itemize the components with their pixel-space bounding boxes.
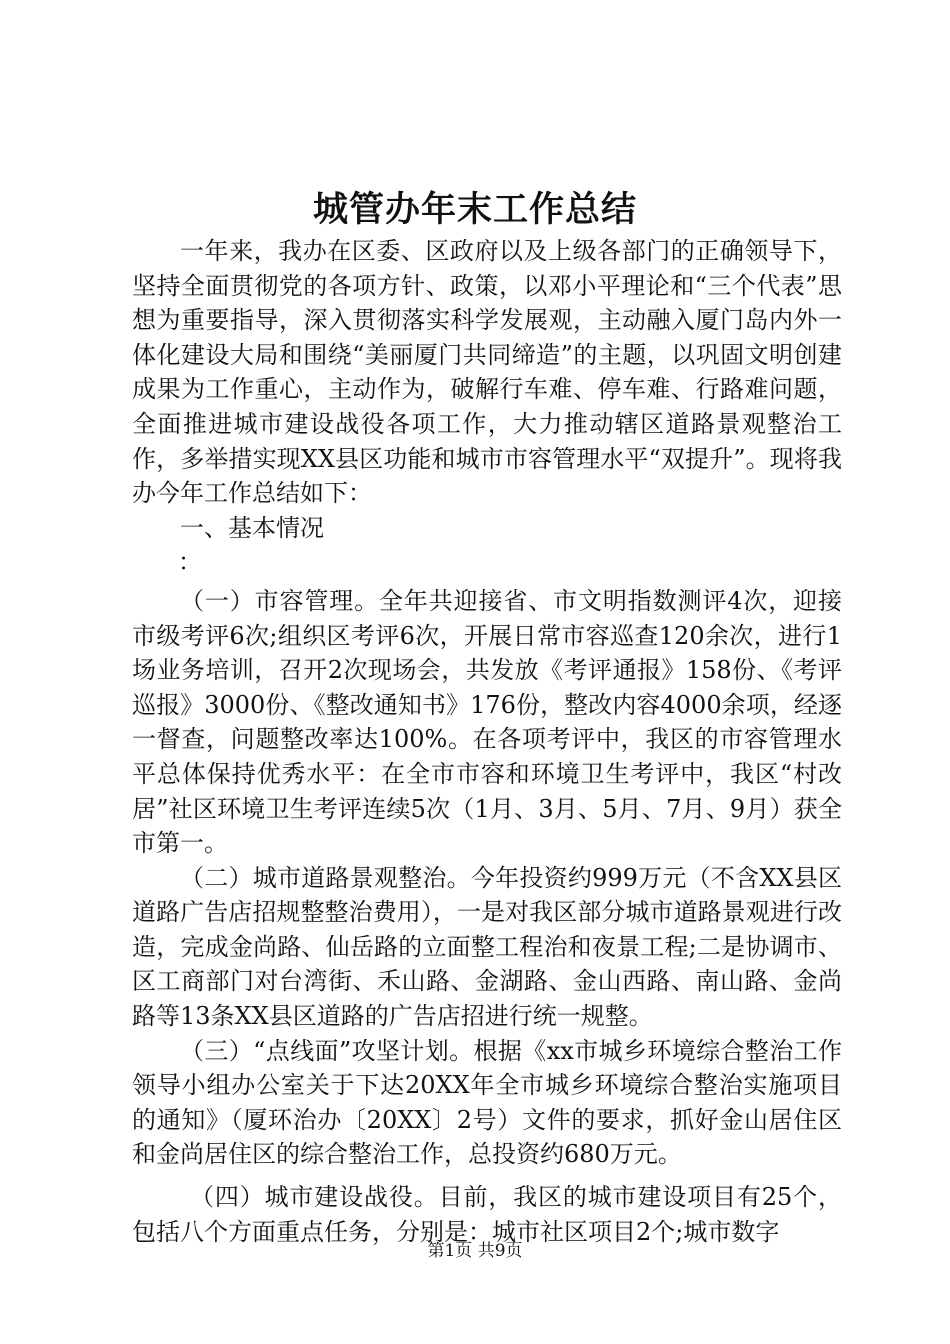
- section-paragraph-2: （二）城市道路景观整治。今年投资约999万元（不含XX县区道路广告店招规整整治费用），一是对我区部分城市道路景观进行改造，完成金尚路、仙岳路的立面整工程治和夜景工程;二是协调市、区工商部门对台湾街、禾山路、金湖路、金山西路、南山路、金尚路等13条XX县区道路的广告店招进行统一规整。: [132, 863, 842, 1031]
- stray-colon: ：: [178, 548, 202, 577]
- document-body: [132, 234, 842, 1249]
- document-title: 城管办年末工作总结: [312, 189, 637, 230]
- page-footer: 第1页 共9页: [427, 1241, 523, 1261]
- section-paragraph-1: （一）市容管理。全年共迎接省、市文明指数测评4次，迎接市级考评6次;组织区考评6次，开展日常市容巡查120余次，进行1场业务培训，召开2次现场会，共发放《考评通报》158份、《考评巡报》3000份、《整改通知书》176份，整改内容4000余项，经逐一督查，问题整改率达100%。在各项考评中，我区的市容管理水平总体保持优秀水平：在全市市容和环境卫生考评中，我区“村改居”社区环境卫生考评连续5次（1月、3月、5月、7月、9月）获全市第一。: [132, 586, 842, 858]
- section-paragraph-3: （三）“点线面”攻坚计划。根据《xx市城乡环境综合整治工作领导小组办公室关于下达20XX年全市城乡环境综合整治实施项目的通知》（厦环治办〔20XX〕2号）文件的要求，抓好金山居住区和金尚居住区的综合整治工作，总投资约680万元。: [132, 1036, 842, 1169]
- section-paragraph-4: （四）城市建设战役。目前，我区的城市建设项目有25个，包括八个方面重点任务，分别是：城市社区项目2个;城市数字: [132, 1183, 842, 1246]
- intro-paragraph: 一年来，我办在区委、区政府以及上级各部门的正确领导下，坚持全面贯彻党的各项方针、政策，以邓小平理论和“三个代表”思想为重要指导，深入贯彻落实科学发展观，主动融入厦门岛内外一体化建设大局和围绕“美丽厦门共同缔造”的主题，以巩固文明创建成果为工作重心，主动作为，破解行车难、停车难、行路难问题，全面推进城市建设战役各项工作，大力推动辖区道路景观整治工作，多举措实现XX县区功能和城市市容管理水平“双提升”。现将我办今年工作总结如下：: [132, 237, 842, 508]
- section-heading-basic: 一、基本情况: [180, 513, 324, 542]
